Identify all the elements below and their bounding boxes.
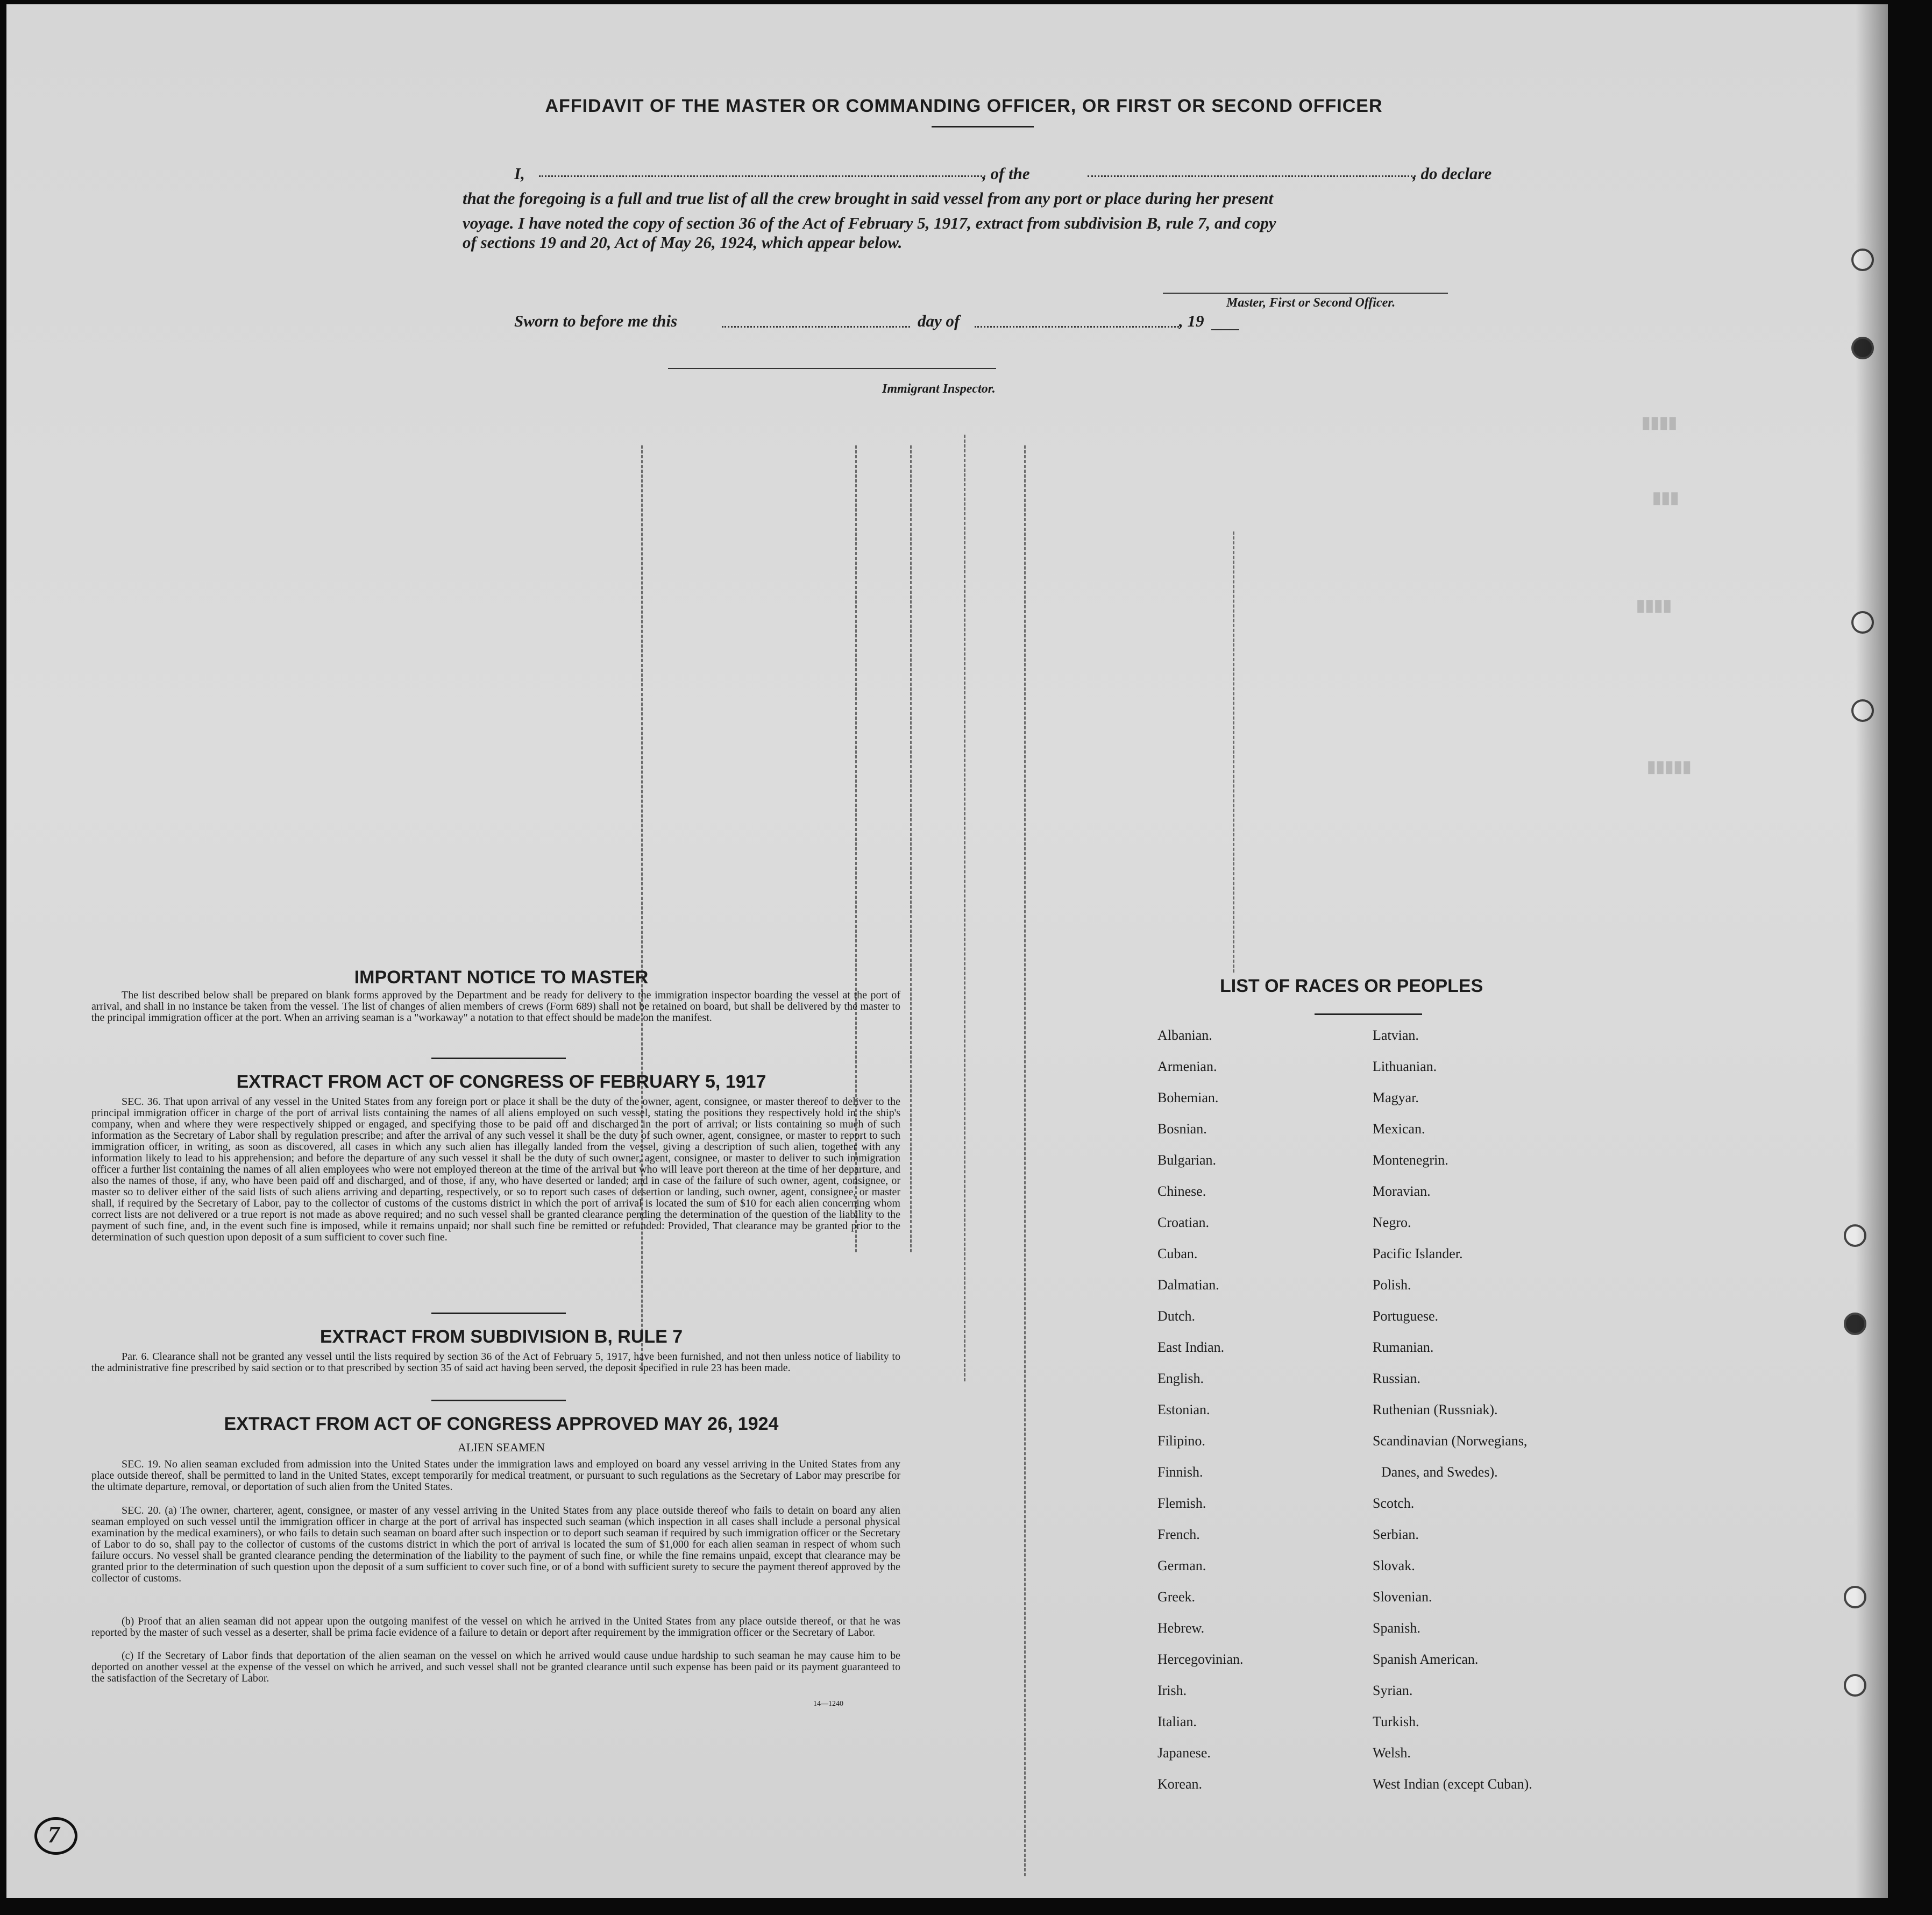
- alien-seamen-subtitle: ALIEN SEAMEN: [458, 1441, 545, 1454]
- race-item: Korean.: [1157, 1776, 1203, 1792]
- race-item: Dutch.: [1157, 1308, 1196, 1324]
- sworn-year-blank[interactable]: [1211, 329, 1239, 330]
- inspector-label: Immigrant Inspector.: [882, 382, 996, 396]
- sec-20b-body: (b) Proof that an alien seaman did not appear upon the outgoing manifest of the vessel on which he arrived in the United States from any place outside thereof, or that he was reported by the master of such vessel as a deserter, shall be prima facie evidence of a failure to detain or deport after requirement by the immigration officer or the Secretary of Labor.: [91, 1615, 900, 1639]
- race-item: Magyar.: [1373, 1090, 1419, 1105]
- race-item: Italian.: [1157, 1714, 1197, 1729]
- column-divider: [1024, 445, 1026, 1876]
- affidavit-line-2: that the foregoing is a full and true list of all the crew brought in said vessel from any port or place during her present: [463, 189, 1274, 208]
- race-item: Rumanian.: [1373, 1339, 1434, 1355]
- extract-1924-title: EXTRACT FROM ACT OF CONGRESS APPROVED MAY 26, 1924: [224, 1414, 779, 1434]
- races-title: LIST OF RACES OR PEOPLES: [1220, 976, 1483, 996]
- race-item: Cuban.: [1157, 1246, 1198, 1261]
- document-page: [6, 4, 1888, 1898]
- race-item: German.: [1157, 1558, 1206, 1573]
- bleed-through-mark: ▮▮▮▮: [1642, 414, 1678, 431]
- race-item: Filipino.: [1157, 1433, 1205, 1449]
- sworn-day-of: day of: [918, 311, 960, 330]
- affidavit-declare: , do declare: [1412, 164, 1492, 183]
- affidavit-line-3: voyage. I have noted the copy of section 36 of the Act of February 5, 1917, extract from subdivision B, rule 7, and copy: [463, 214, 1276, 232]
- bleed-through-mark: ▮▮▮: [1652, 489, 1679, 507]
- circled-margin-mark: [34, 1817, 77, 1855]
- race-item: Bohemian.: [1157, 1090, 1219, 1105]
- race-item: Negro.: [1373, 1215, 1411, 1230]
- race-item: Bosnian.: [1157, 1121, 1207, 1137]
- race-item: Serbian.: [1373, 1527, 1419, 1542]
- races-underline: [1315, 1013, 1422, 1015]
- race-item: West Indian (except Cuban).: [1373, 1776, 1532, 1792]
- race-item: Turkish.: [1373, 1714, 1419, 1729]
- race-item: Dalmatian.: [1157, 1277, 1219, 1293]
- race-item: Moravian.: [1373, 1183, 1431, 1199]
- notice-title: IMPORTANT NOTICE TO MASTER: [354, 967, 649, 988]
- race-item: Spanish.: [1373, 1620, 1420, 1636]
- master-signature-line[interactable]: [1163, 293, 1448, 294]
- section-divider: [431, 1313, 566, 1314]
- race-item: Ruthenian (Russniak).: [1373, 1402, 1498, 1417]
- name-blank[interactable]: [539, 175, 985, 177]
- master-signature-label: Master, First or Second Officer.: [1226, 296, 1396, 310]
- race-item: Estonian.: [1157, 1402, 1210, 1417]
- race-item: Slovak.: [1373, 1558, 1415, 1573]
- column-divider: [964, 435, 965, 1381]
- margin-mark-text: 7: [48, 1821, 60, 1848]
- race-item: Russian.: [1373, 1371, 1420, 1386]
- section-divider: [431, 1400, 566, 1401]
- race-item: Japanese.: [1157, 1745, 1211, 1761]
- column-divider: [1233, 531, 1234, 973]
- race-item: East Indian.: [1157, 1339, 1225, 1355]
- race-item: Latvian.: [1373, 1027, 1419, 1043]
- race-item: Flemish.: [1157, 1495, 1206, 1511]
- section-divider: [431, 1058, 566, 1059]
- affidavit-of-the: , of the: [982, 164, 1030, 183]
- sec-19-body: SEC. 19. No alien seaman excluded from admission into the United States under the immigration laws and employed on board any vessel arriving in the United States from any place outside thereof, shall be permitted to land in the United States, except temporarily for medical treatment, or pursuant to such regulations as the Secretary of Labor may prescribe for the ultimate departure, removal, or deportation of such alien from the United States.: [91, 1458, 900, 1493]
- bleed-through-mark: ▮▮▮▮: [1636, 597, 1672, 614]
- extract-1917-title: EXTRACT FROM ACT OF CONGRESS OF FEBRUARY 5, 1917: [236, 1072, 766, 1092]
- race-item: Mexican.: [1373, 1121, 1425, 1137]
- race-item: Finnish.: [1157, 1464, 1203, 1480]
- column-divider: [910, 445, 912, 1252]
- affidavit-i: I,: [514, 164, 525, 183]
- sworn-year-prefix: , 19: [1179, 311, 1204, 330]
- race-item: Hebrew.: [1157, 1620, 1205, 1636]
- extract-1917-body: SEC. 36. That upon arrival of any vessel in the United States from any foreign port or place it shall be the duty of the owner, agent, consignee, or master thereof to deliver to the principal immigration officer in charge of the port of arrival lists containing the names of all aliens employed on such vessel, stating the positions they respectively hold in the ship's company, when and where they were respectively shipped or engaged, and specifying those to be paid off and discharged in the port of arrival; or lists containing so much of such information as the Secretary of Labor shall by regulation prescribe; and after the arrival of any such vessel it shall be the duty of such owner, agent, consignee, or master to report to such immigration officer, in writing, as soon as discovered, all cases in which any such alien has illegally landed from the vessel, giving a description of such alien, together with any information likely to lead to his apprehension; and before the departure of any such vessel it shall be the duty of such owner, agent, consignee, or master to deliver to such immigration officer a further list containing the names of all alien employees who were not employed thereon at the time of the arrival but who will leave port thereon at the time of her departure, and also the names of those, if any, who have been paid off and discharged, and of those, if any, who have deserted or landed; and in case of the failure of such owner, agent, consignee, or master so to deliver either of the said lists of such aliens arriving and departing, respectively, or so to report such cases of desertion or landing, such owner, agent, consignee, or master shall, if required by the Secretary of Labor, pay to the collector of customs of the customs district in which the port of arrival is located the sum of $10 for each alien concerning whom correct lists are not delivered or a true report is not made as above required; and no such vessel shall be granted clearance pending the determination of the question of the liability to the payment of such fine, and, in the event such fine is imposed, while it remains unpaid; nor shall such fine be remitted or refunded: Provided, That clearance may be granted prior to the determination of such question upon deposit of a sum sufficient to cover such fine.: [91, 1096, 900, 1243]
- sec-20a-body: SEC. 20. (a) The owner, charterer, agent, consignee, or master of any vessel arriving in the United States from any place outside thereof who fails to detain on board any alien seaman employed on such vessel until the immigration officer in charge at the port of arrival has inspected such seaman (which inspection in all cases shall include a personal physical examination by the medical examiners), or who fails to detain such seaman on board after such inspection or to deport such seaman if required by such immigration officer or the Secretary of Labor to do so, shall pay to the collector of customs of the customs district in which the port of arrival is located the sum of $1,000 for each alien seaman in respect of whom such failure occurs. No vessel shall be granted clearance pending the determination of the liability to the payment of such fine, or while the fine remains unpaid, except that clearance may be granted prior to the determination of such question upon the deposit of a sum sufficient to cover such fine, or of a bond with sufficient surety to secure the payment thereof approved by the collector of customs.: [91, 1505, 900, 1584]
- race-item: English.: [1157, 1371, 1204, 1386]
- affidavit-title: AFFIDAVIT OF THE MASTER OR COMMANDING OFFICER, OR FIRST OR SECOND OFFICER: [545, 96, 1383, 116]
- race-item: Greek.: [1157, 1589, 1196, 1605]
- extract-rule7-body: Par. 6. Clearance shall not be granted any vessel until the lists required by section 36 of the Act of February 5, 1917, have been furnished, and not then unless notice of liability to the administrative fine prescribed by said section or to that prescribed by section 35 of said act having been served, the deposit specified in rule 23 has been made.: [91, 1351, 900, 1374]
- extract-rule7-title: EXTRACT FROM SUBDIVISION B, RULE 7: [319, 1327, 683, 1347]
- race-item: Croatian.: [1157, 1215, 1210, 1230]
- sworn-day-blank[interactable]: [722, 326, 910, 328]
- sworn-month-blank[interactable]: [975, 326, 1179, 328]
- notice-body: The list described below shall be prepared on blank forms approved by the Department and be ready for delivery to the immigration inspector boarding the vessel at the port of arrival, and shall in no instance be taken from the vessel. The list of changes of alien members of crews (Form 689) shall not be retained on board, but shall be delivered by the master to the principal immigration officer at the port. When an arriving seaman is a "workaway" a notation to that effect should be made on the manifest.: [91, 989, 900, 1024]
- race-item: French.: [1157, 1527, 1200, 1542]
- form-number: 14—1240: [813, 1700, 843, 1708]
- race-item: Chinese.: [1157, 1183, 1206, 1199]
- race-item: Spanish American.: [1373, 1651, 1479, 1667]
- race-item: Pacific Islander.: [1373, 1246, 1463, 1261]
- sworn-label: Sworn to before me this: [514, 311, 678, 330]
- bleed-through-mark: ▮▮▮▮▮: [1647, 758, 1692, 776]
- race-item: Albanian.: [1157, 1027, 1212, 1043]
- race-item: Armenian.: [1157, 1059, 1217, 1074]
- affidavit-line-4: of sections 19 and 20, Act of May 26, 1924, which appear below.: [463, 233, 903, 252]
- race-item: Syrian.: [1373, 1683, 1413, 1698]
- inspector-signature-line[interactable]: [668, 368, 996, 369]
- title-underline: [932, 126, 1034, 127]
- sec-20c-body: (c) If the Secretary of Labor finds that deportation of the alien seaman on the vessel on which he arrived would cause undue hardship to such seaman he may cause him to be deported on another vessel at the expense of the vessel on which he arrived, and such vessel shall not be granted clearance until such expense has been paid or its payment guaranteed to the satisfaction of the Secretary of Labor.: [91, 1650, 900, 1684]
- race-item: Irish.: [1157, 1683, 1187, 1698]
- race-item: Scotch.: [1373, 1495, 1415, 1511]
- race-item: Scandinavian (Norwegians,: [1373, 1433, 1528, 1449]
- race-item: Hercegovinian.: [1157, 1651, 1244, 1667]
- race-item: Lithuanian.: [1373, 1059, 1437, 1074]
- race-item: Slovenian.: [1373, 1589, 1432, 1605]
- race-item: Bulgarian.: [1157, 1152, 1217, 1168]
- race-item: Portuguese.: [1373, 1308, 1439, 1324]
- race-item: Polish.: [1373, 1277, 1411, 1293]
- race-item: Welsh.: [1373, 1745, 1411, 1761]
- vessel-blank[interactable]: [1088, 175, 1416, 177]
- page-edge-shadow: [1856, 4, 1888, 1898]
- race-item: Montenegrin.: [1373, 1152, 1448, 1168]
- race-item: Danes, and Swedes).: [1381, 1464, 1498, 1480]
